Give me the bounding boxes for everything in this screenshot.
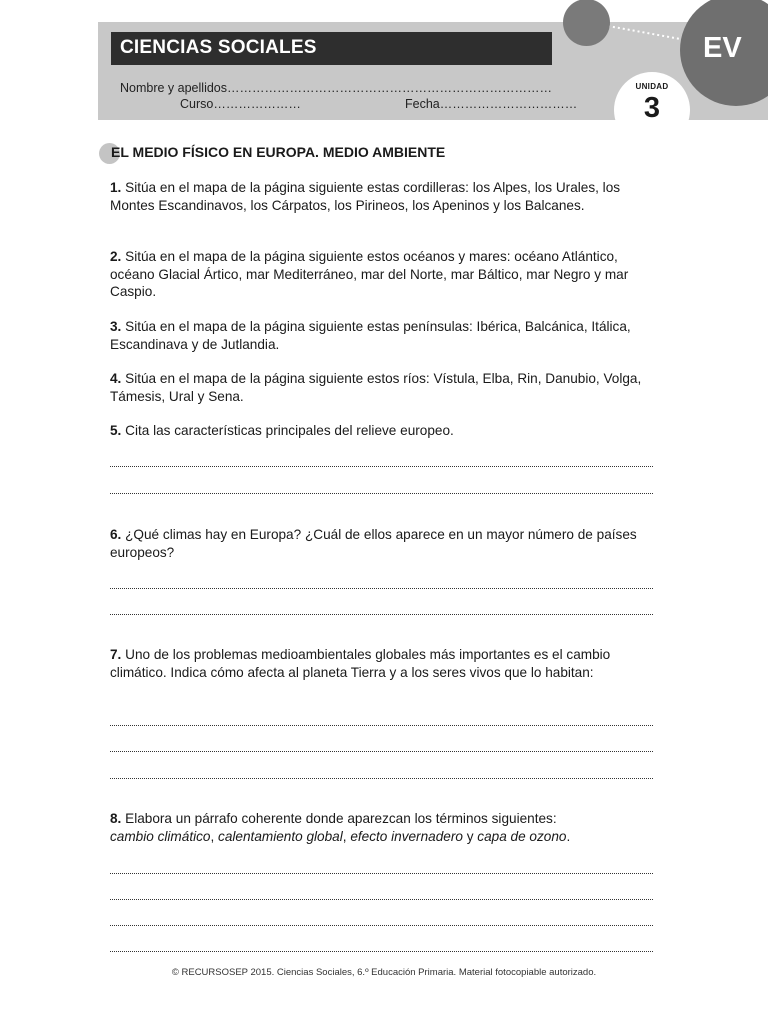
date-dots: …………………………… bbox=[439, 97, 578, 111]
answer-line-8b[interactable] bbox=[110, 899, 653, 900]
question-text: Sitúa en el mapa de la página siguiente estos ríos: Vístula, Elba, Rin, Danubio, Volga, Támesis, Ural y Sena. bbox=[110, 371, 642, 404]
unit-label: UNIDAD bbox=[635, 82, 669, 91]
course-field[interactable] bbox=[180, 97, 301, 111]
question-text: Cita las características principales del relieve europeo. bbox=[125, 423, 454, 438]
question-text: Elabora un párrafo coherente donde aparezcan los términos siguientes: bbox=[125, 811, 557, 826]
section-title: EL MEDIO FÍSICO EN EUROPA. MEDIO AMBIENTE bbox=[111, 144, 446, 160]
question-2 bbox=[110, 248, 655, 301]
question-number: 7. bbox=[110, 647, 122, 662]
separator: , bbox=[342, 828, 351, 844]
question-number: 2. bbox=[110, 249, 122, 264]
question-number: 4. bbox=[110, 371, 122, 386]
question-8 bbox=[110, 810, 655, 845]
term: calentamiento global bbox=[218, 828, 343, 844]
subject-title: CIENCIAS SOCIALES bbox=[120, 37, 317, 58]
footer-copyright: © RECURSOSEP 2015. Ciencias Sociales, 6.º Educación Primaria. Material fotocopiable autorizado. bbox=[171, 967, 597, 978]
date-label: Fecha bbox=[405, 97, 440, 111]
separator: . bbox=[566, 828, 571, 844]
question-3 bbox=[110, 318, 655, 353]
question-number: 5. bbox=[110, 423, 122, 438]
answer-line-6b[interactable] bbox=[110, 614, 653, 615]
question-1 bbox=[110, 179, 655, 214]
answer-line-6a[interactable] bbox=[110, 588, 653, 589]
answer-line-5b[interactable] bbox=[110, 493, 653, 494]
question-7 bbox=[110, 646, 655, 681]
question-text: ¿Qué climas hay en Europa? ¿Cuál de ellos aparece en un mayor número de países europeos? bbox=[110, 527, 637, 560]
date-field[interactable] bbox=[405, 97, 577, 111]
separator: y bbox=[462, 828, 478, 844]
question-number: 1. bbox=[110, 180, 122, 195]
answer-line-5a[interactable] bbox=[110, 466, 653, 467]
term: capa de ozono bbox=[477, 828, 567, 844]
answer-line-8c[interactable] bbox=[110, 925, 653, 926]
question-number: 6. bbox=[110, 527, 122, 542]
name-label: Nombre y apellidos bbox=[120, 81, 227, 95]
answer-line-7c[interactable] bbox=[110, 778, 653, 779]
question-5 bbox=[110, 422, 655, 440]
answer-line-7a[interactable] bbox=[110, 725, 653, 726]
answer-line-8d[interactable] bbox=[110, 951, 653, 952]
badge-text: EV bbox=[703, 32, 742, 64]
term: cambio climático bbox=[110, 828, 211, 844]
answer-line-7b[interactable] bbox=[110, 751, 653, 752]
question-text: Sitúa en el mapa de la página siguiente estos océanos y mares: océano Atlántico, océano Glacial Ártico, mar Mediterráneo, mar del Norte, mar Báltico, mar Negro y mar Caspio. bbox=[110, 249, 629, 299]
question-text: Uno de los problemas medioambientales globales más importantes es el cambio climático. Indica cómo afecta al planeta Tierra y a los seres vivos que lo habitan: bbox=[110, 647, 611, 680]
unit-number: 3 bbox=[643, 92, 661, 124]
small-decor-circle bbox=[563, 0, 610, 46]
question-4 bbox=[110, 370, 655, 405]
name-field[interactable] bbox=[120, 81, 552, 95]
answer-line-8a[interactable] bbox=[110, 873, 653, 874]
name-dots: …………………………………………………………………… bbox=[227, 81, 552, 95]
course-label: Curso bbox=[180, 97, 214, 111]
question-6 bbox=[110, 526, 655, 561]
course-dots: ………………… bbox=[213, 97, 301, 111]
question-text: Sitúa en el mapa de la página siguiente estas cordilleras: los Alpes, los Urales, los Montes Escandinavos, los Cárpatos, los Pirineos, los Apeninos y los Balcanes. bbox=[110, 180, 621, 213]
question-number: 8. bbox=[110, 811, 122, 826]
separator: , bbox=[210, 828, 219, 844]
question-number: 3. bbox=[110, 319, 122, 334]
term: efecto invernadero bbox=[350, 828, 463, 844]
dotted-connector bbox=[608, 24, 688, 44]
question-text: Sitúa en el mapa de la página siguiente estas penínsulas: Ibérica, Balcánica, Itálica, Escandinava y de Jutlandia. bbox=[110, 319, 631, 352]
